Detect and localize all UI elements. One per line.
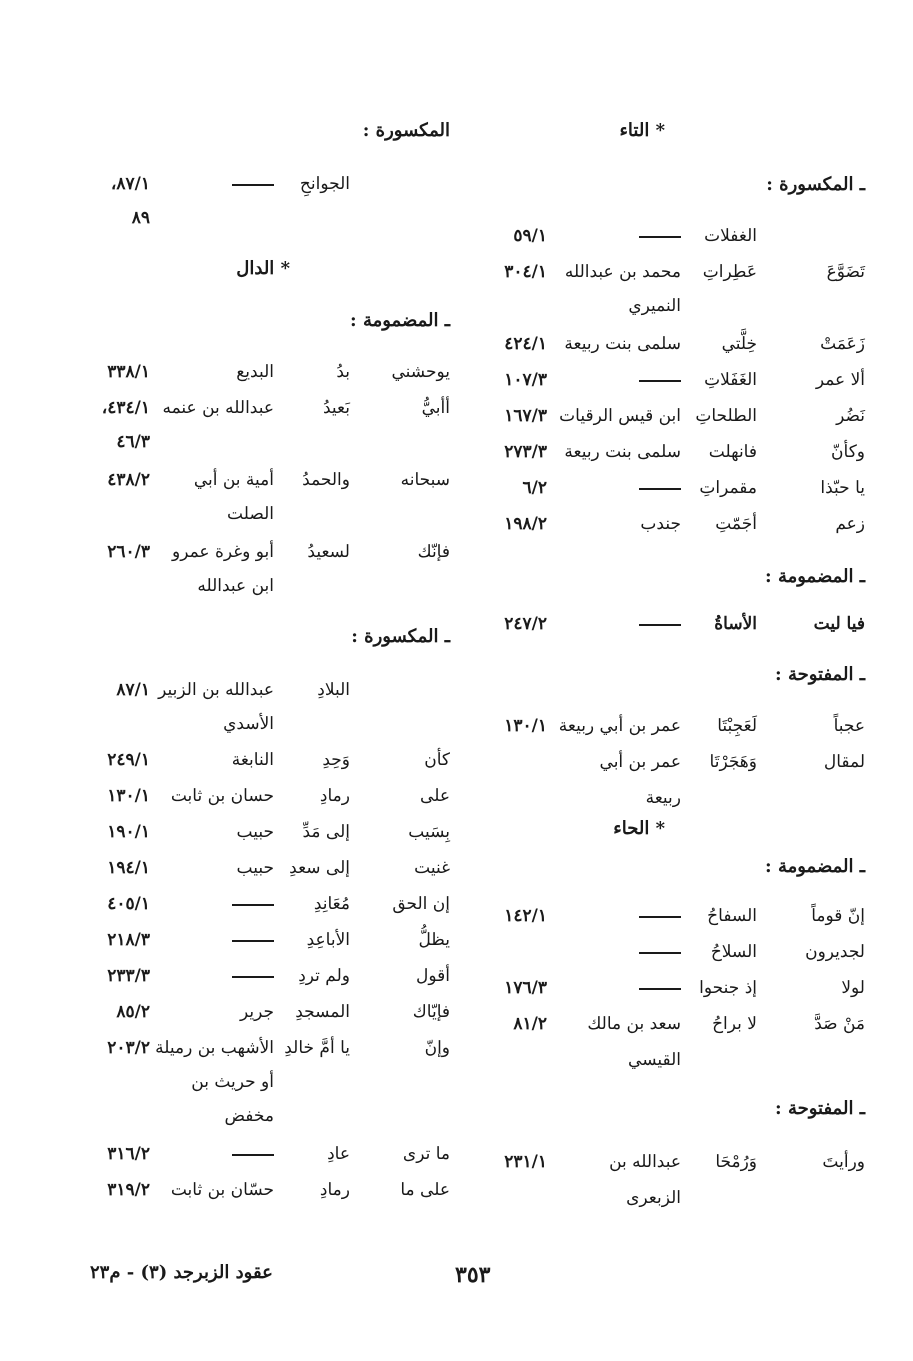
poet-continuation: النميري (628, 296, 681, 316)
dash-separator (639, 236, 681, 238)
index-row (485, 368, 865, 404)
poet-continuation: أو حريث بن (191, 1072, 274, 1092)
index-row (80, 468, 450, 504)
verse-start: زَعَمَتْ (820, 334, 865, 354)
index-row (485, 1150, 865, 1186)
page-reference: ٣٣٨/١ (107, 362, 150, 382)
poet-name: الأشهب بن رميلة (155, 1038, 274, 1058)
verse-start: لمقال (823, 752, 865, 772)
rhyme-word: مُعَانِدِ (313, 894, 350, 914)
verse-start: أأبيُّ (421, 398, 450, 418)
reference-continuation: ٤٦/٣ (116, 432, 150, 452)
page-reference: ١٦٧/٣ (504, 406, 547, 426)
rhyme-word: بَعيدُ (323, 398, 350, 418)
page-reference: ٨٧/١، (110, 174, 150, 194)
index-row (485, 612, 865, 648)
verse-start: وكأنّ (831, 442, 865, 462)
poet-name: حبيب (236, 858, 274, 878)
verse-start: يوحشني (391, 362, 450, 382)
subsection-heading: ـ المكسورة : (766, 174, 865, 195)
section-letter-heading: * التاء (619, 120, 665, 141)
verse-start: فإيّاك (412, 1002, 450, 1022)
poet-name (639, 940, 681, 964)
index-row (485, 750, 865, 786)
rhyme-word: ولم تردِ (298, 966, 350, 986)
subsection-heading: ـ المضمومة : (765, 566, 865, 587)
section-letter-heading: * الحاء (613, 818, 665, 839)
index-row (485, 332, 865, 368)
poet-name: النابغة (231, 750, 274, 770)
index-row (80, 964, 450, 1000)
poet-name: جرير (240, 1002, 274, 1022)
verse-start: زعم (835, 514, 865, 534)
verse-start: لولا (841, 978, 865, 998)
dash-separator (639, 488, 681, 490)
index-row (80, 892, 450, 928)
page-reference: ٨٧/١ (116, 680, 150, 700)
page-reference: ٨٥/٢ (116, 1002, 150, 1022)
dash-separator (232, 184, 274, 186)
rhyme-word: إذ جنحوا (699, 978, 757, 998)
rhyme-word: رمادِ (319, 1180, 350, 1200)
index-row (485, 404, 865, 440)
poet-name: حبيب (236, 822, 274, 842)
subsection-heading: ـ المضمومة : (350, 310, 450, 331)
section-letter-heading: * الدال (236, 258, 290, 279)
rhyme-word: الأباعِدِ (306, 930, 350, 950)
page-reference: ٤٢٤/١ (504, 334, 547, 354)
poet-name: محمد بن عبدالله (564, 262, 681, 282)
page-reference: ٢٧٣/٣ (504, 442, 547, 462)
verse-start: تَضَوَّعَ (826, 262, 865, 282)
verse-start: عجباً (833, 716, 865, 736)
rhyme-word: الجوانحِ (299, 174, 350, 194)
rhyme-word: وَهَجَرْتَا (709, 752, 757, 772)
index-row (485, 260, 865, 296)
page-reference: ١٩٠/١ (107, 822, 150, 842)
poet-name: حسّان بن ثابت (170, 1180, 274, 1200)
poet-name (639, 904, 681, 928)
page-reference: ٢١٨/٣ (107, 930, 150, 950)
index-row (80, 396, 450, 432)
page-reference: ٢٠٣/٢ (107, 1038, 150, 1058)
subsection-heading: ـ المضمومة : (765, 856, 865, 877)
poet-continuation: ربيعة (645, 788, 681, 808)
index-row (80, 1142, 450, 1178)
poet-name: أبو وغرة عمرو (172, 542, 274, 562)
index-row (80, 784, 450, 820)
reference-continuation: ٨٩ (131, 208, 150, 228)
page-reference: ١٣٠/١ (504, 716, 547, 736)
footer-title: عقود الزبرجد (٣) - م٢٣ (90, 1262, 273, 1283)
page-reference: ٢٣١/١ (504, 1152, 547, 1172)
verse-start: نَضُر (836, 406, 865, 426)
rhyme-word: الأساةُ (714, 614, 757, 634)
index-row (80, 1178, 450, 1214)
poet-name (232, 172, 274, 196)
rhyme-word: البلادِ (317, 680, 350, 700)
verse-start: مَنْ صَدَّ (814, 1014, 865, 1034)
verse-start: سبحانه (400, 470, 450, 490)
verse-start: فإنّك (417, 542, 450, 562)
index-row (485, 440, 865, 476)
verse-start: غنيت (414, 858, 450, 878)
index-row (80, 1000, 450, 1036)
rhyme-word: المسجدِ (295, 1002, 350, 1022)
page-reference: ٥٩/١ (513, 226, 547, 246)
rhyme-word: فانهلت (708, 442, 757, 462)
poet-name: سلمى بنت ربيعة (564, 334, 681, 354)
rhyme-word: وَرُمْحَا (715, 1152, 757, 1172)
poet-name: البديع (236, 362, 274, 382)
page-reference: ٢٣٣/٣ (107, 966, 150, 986)
poet-name: عبدالله بن (609, 1152, 681, 1172)
poet-name: عبدالله بن الزبير (158, 680, 274, 700)
poet-name (232, 928, 274, 952)
page-reference: ٣٠٤/١ (504, 262, 547, 282)
rhyme-word: عَطِراتِ (702, 262, 757, 282)
page-reference: ٤٣٤/١، (101, 398, 150, 418)
index-row (80, 172, 450, 208)
poet-name: جندب (640, 514, 681, 534)
page-number: ٣٥٣ (455, 1262, 491, 1288)
poet-name: ابن قيس الرقيات (559, 406, 681, 426)
verse-start: ورأيتَ (822, 1152, 865, 1172)
index-row (80, 540, 450, 576)
page-reference: ١٣٠/١ (107, 786, 150, 806)
rhyme-word: وَحِدِ (322, 750, 350, 770)
poet-name (232, 892, 274, 916)
poet-continuation: مخفض (224, 1106, 274, 1126)
page-reference: ٤٠٥/١ (107, 894, 150, 914)
index-row (485, 714, 865, 750)
rhyme-word: الغفلات (704, 226, 757, 246)
verse-start: على (420, 786, 450, 806)
index-row (80, 856, 450, 892)
poet-name (639, 612, 681, 636)
page-reference: ١٠٧/٣ (504, 370, 547, 390)
index-row (485, 940, 865, 976)
subsection-heading: ـ المفتوحة : (775, 664, 865, 685)
poet-name (639, 368, 681, 392)
dash-separator (232, 1154, 274, 1156)
rhyme-word: السفاحُ (707, 906, 757, 926)
index-row (485, 976, 865, 1012)
page-reference: ١٩٨/٢ (504, 514, 547, 534)
dash-separator (232, 940, 274, 942)
verse-start: ألا عمر (815, 370, 865, 390)
index-row (80, 820, 450, 856)
poet-name (232, 964, 274, 988)
rhyme-word: بدُ (336, 362, 350, 382)
index-row (485, 1012, 865, 1048)
page-reference: ١٧٦/٣ (504, 978, 547, 998)
poet-name (639, 976, 681, 1000)
dash-separator (639, 624, 681, 626)
page-reference: ٣١٦/٢ (107, 1144, 150, 1164)
subsection-heading: ـ المفتوحة : (775, 1098, 865, 1119)
verse-start: ما ترى (402, 1144, 450, 1164)
page-reference: ٦/٢ (522, 478, 547, 498)
page-reference: ٣١٩/٢ (107, 1180, 150, 1200)
index-row (80, 928, 450, 964)
index-row (485, 904, 865, 940)
verse-start: يظلُّ (418, 930, 450, 950)
verse-start: إنّ قوماً (811, 906, 865, 926)
rhyme-word: الغَفَلاتِ (704, 370, 757, 390)
verse-start: إن الحق (392, 894, 450, 914)
subsection-heading: المكسورة : (362, 120, 450, 141)
rhyme-word: رمادِ (319, 786, 350, 806)
rhyme-word: لا براحُ (712, 1014, 757, 1034)
rhyme-word: إلى سعدِ (289, 858, 350, 878)
page-reference: ٢٤٧/٢ (504, 614, 547, 634)
poet-continuation: الأسدي (223, 714, 274, 734)
page-reference: ٤٣٨/٢ (107, 470, 150, 490)
verse-start: فيا ليت (813, 614, 865, 634)
poet-name: سعد بن مالك (587, 1014, 681, 1034)
page-reference: ٢٦٠/٣ (107, 542, 150, 562)
dash-separator (639, 988, 681, 990)
page-reference: ١٤٢/١ (504, 906, 547, 926)
rhyme-word: خِلَّتي (721, 334, 757, 354)
poet-continuation: القيسي (628, 1050, 681, 1070)
verse-start: لجديرون (805, 942, 865, 962)
verse-start: وإنّ (424, 1038, 450, 1058)
dash-separator (232, 904, 274, 906)
index-row (80, 678, 450, 714)
rhyme-word: عادِ (327, 1144, 350, 1164)
page-reference: ٢٤٩/١ (107, 750, 150, 770)
rhyme-word: السلاحُ (710, 942, 757, 962)
rhyme-word: الطلحاتِ (695, 406, 757, 426)
verse-start: بِسَيب (408, 822, 450, 842)
verse-start: يا حبّذا (820, 478, 865, 498)
rhyme-word: لَعَجِبْتَا (717, 716, 757, 736)
subsection-heading: ـ المكسورة : (351, 626, 450, 647)
dash-separator (639, 952, 681, 954)
poet-name: عبدالله بن عنمه (162, 398, 274, 418)
poet-name: أمية بن أبي (193, 470, 274, 490)
poet-name (639, 224, 681, 248)
poet-name (639, 476, 681, 500)
rhyme-word: مقمراتِ (699, 478, 757, 498)
poet-name: عمر بن أبي ربيعة (558, 716, 681, 736)
verse-start: أقول (416, 966, 450, 986)
rhyme-word: لسعيدُ (307, 542, 350, 562)
dash-separator (639, 916, 681, 918)
page-reference: ٨١/٢ (513, 1014, 547, 1034)
poet-continuation: الصلت (227, 504, 274, 524)
poet-name (232, 1142, 274, 1166)
dash-separator (639, 380, 681, 382)
verse-start: على ما (400, 1180, 450, 1200)
index-row (80, 1036, 450, 1072)
poet-continuation: الزبعرى (626, 1188, 681, 1208)
index-row (485, 224, 865, 260)
dash-separator (232, 976, 274, 978)
index-row (485, 476, 865, 512)
verse-start: كأن (424, 750, 450, 770)
poet-name: حسان بن ثابت (170, 786, 274, 806)
rhyme-word: أجَمّتِ (715, 514, 757, 534)
index-row (80, 360, 450, 396)
index-row (485, 512, 865, 548)
poet-name: عمر بن أبي (599, 752, 681, 772)
poet-name: سلمى بنت ربيعة (564, 442, 681, 462)
rhyme-word: يا أمَّ خالدِ (284, 1038, 350, 1058)
index-row (80, 748, 450, 784)
poet-continuation: ابن عبدالله (197, 576, 274, 596)
rhyme-word: إلى مَدِّ (302, 822, 350, 842)
page-reference: ١٩٤/١ (107, 858, 150, 878)
rhyme-word: والحمدُ (302, 470, 350, 490)
